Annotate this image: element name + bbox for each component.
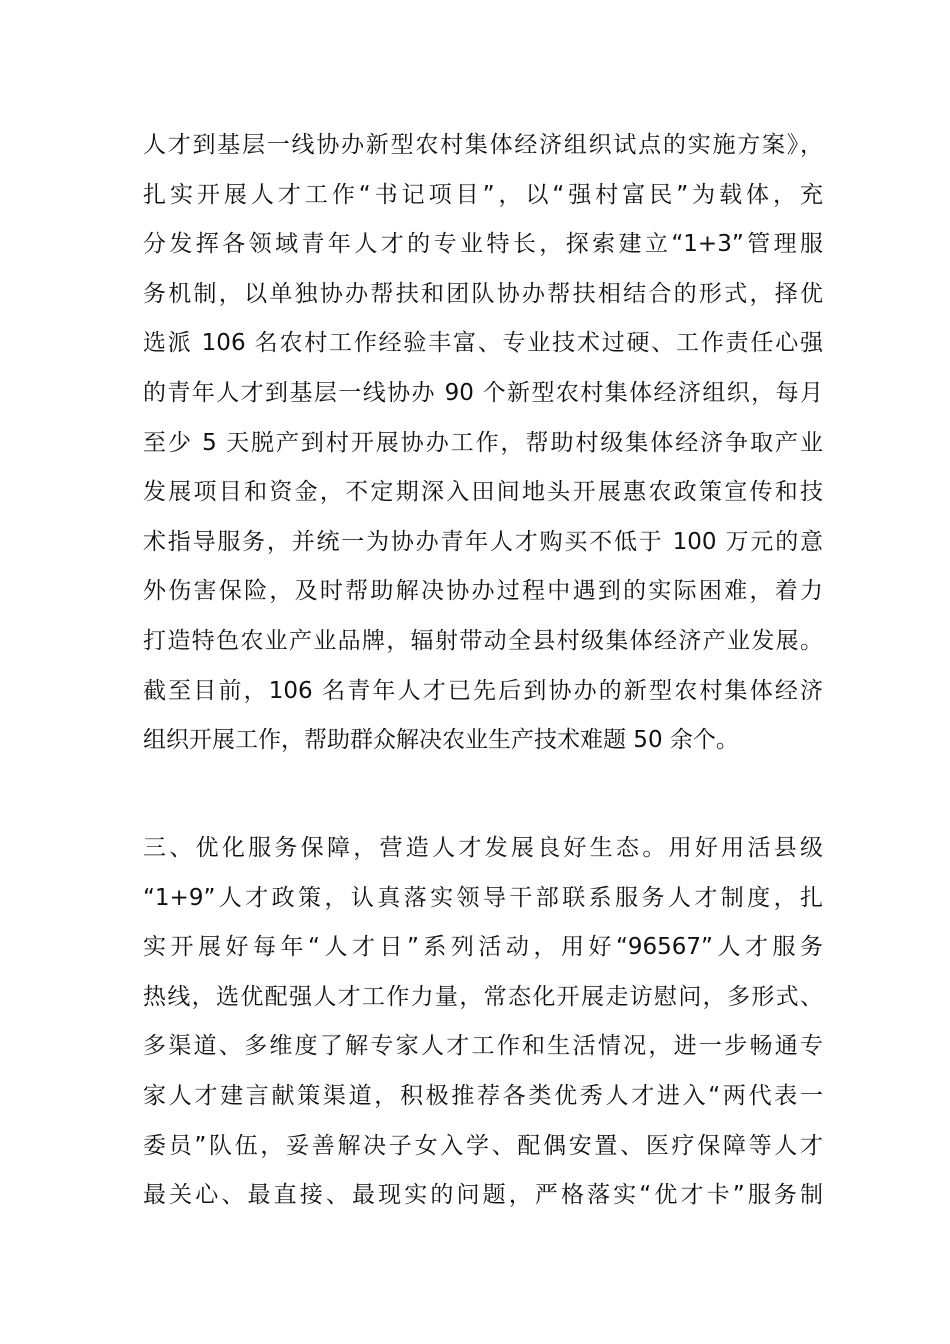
paragraph-line: 务机制，以单独协办帮扶和团队协办帮扶相结合的形式，择优 xyxy=(143,280,823,307)
paragraph-line: 的青年人才到基层一线协办 90 个新型农村集体经济组织，每月 xyxy=(143,379,823,406)
paragraph-line: 多渠道、多维度了解专家人才工作和生活情况，进一步畅通专 xyxy=(143,1033,823,1060)
paragraph-line: 热线，选优配强人才工作力量，常态化开展走访慰问，多形式、 xyxy=(143,983,823,1010)
paragraph-line: 人才到基层一线协办新型农村集体经济组织试点的实施方案》， xyxy=(143,132,823,158)
paragraph-line: 三、优化服务保障，营造人才发展良好生态。用好用活县级 xyxy=(143,835,823,861)
paragraph-line: “1+9”人才政策，认真落实领导干部联系服务人才制度，扎 xyxy=(143,884,823,911)
paragraph-line: 扎实开展人才工作“书记项目”，以“强村富民”为载体，充 xyxy=(143,181,823,208)
paragraph-1 xyxy=(143,121,823,766)
paragraph-line: 截至目前，106 名青年人才已先后到协办的新型农村集体经济 xyxy=(143,677,823,704)
paragraph-line: 外伤害保险，及时帮助解决协办过程中遇到的实际困难，着力 xyxy=(143,578,823,605)
paragraph-2 xyxy=(143,824,823,1221)
paragraph-line: 实开展好每年“人才日”系列活动，用好“96567”人才服务 xyxy=(143,934,823,961)
paragraph-line: 至少 5 天脱产到村开展协办工作，帮助村级集体经济争取产业 xyxy=(143,429,823,456)
paragraph-line-last: 组织开展工作，帮助群众解决农业生产技术难题 50 余个。 xyxy=(143,727,739,754)
paragraph-line: 发展项目和资金，不定期深入田间地头开展惠农政策宣传和技 xyxy=(143,479,823,506)
paragraph-line: 最关心、最直接、最现实的问题，严格落实“优才卡”服务制 xyxy=(143,1182,823,1209)
paragraph-line: 术指导服务，并统一为协办青年人才购买不低于 100 万元的意 xyxy=(143,528,823,555)
paragraph-line: 家人才建言献策渠道，积极推荐各类优秀人才进入“两代表一 xyxy=(143,1082,823,1109)
paragraph-line: 选派 106 名农村工作经验丰富、专业技术过硬、工作责任心强 xyxy=(143,330,823,357)
paragraph-line: 打造特色农业产业品牌，辐射带动全县村级集体经济产业发展。 xyxy=(143,627,823,654)
paragraph-line: 分发挥各领域青年人才的专业特长，探索建立“1+3”管理服 xyxy=(143,231,823,258)
paragraph-line: 委员”队伍，妥善解决子女入学、配偶安置、医疗保障等人才 xyxy=(143,1132,823,1159)
